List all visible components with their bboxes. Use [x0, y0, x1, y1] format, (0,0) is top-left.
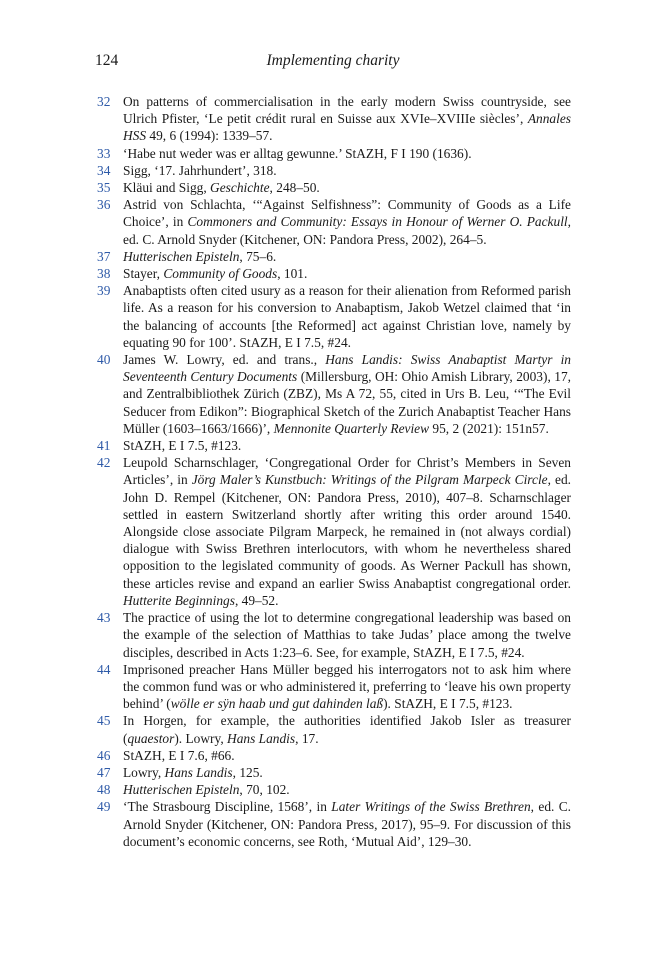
endnote: [95, 162, 571, 179]
endnote: [95, 351, 571, 437]
endnote-number[interactable]: 40: [97, 352, 111, 368]
endnote-number[interactable]: 43: [97, 610, 111, 626]
page-number: 124: [95, 52, 119, 69]
endnote: [95, 661, 571, 713]
endnote-text: Leupold Scharnschlager, ‘Congregational Order for Christ’s Members in Seven Articles’, in Jörg Maler’s Kunstbuch: Writings of the Pilgram Marpeck Circle, ed. John D. Rempel (Kitchener, ON: Pandora Press, 2010), 407–8. Scharnschlager settled in eastern Switzerland shortly after writing this order around 1540. Alongside close associate Pilgram Marpeck, he remained in (not always cordial) dialogue with Swiss Brethren interlocutors, with whom he nevertheless shared opposition to the legislated community of goods. As Werner Packull has shown, these articles revise and expand an earlier Swiss Anabaptist congregational order. Hutterite Beginnings, 49–52.: [123, 455, 572, 608]
endnote: [95, 747, 571, 764]
endnote-text: ‘Habe nut weder was er alltag gewunne.’ StAZH, F I 190 (1636).: [123, 145, 472, 161]
endnote-text: Hutterischen Episteln, 70, 102.: [123, 782, 290, 798]
endnote: [95, 179, 571, 196]
endnote-text: James W. Lowry, ed. and trans., Hans Landis: Swiss Anabaptist Martyr in Seventeenth Century Documents (Millersburg, OH: Ohio Amish Library, 2003), 17, and Zentralbibliothek Zürich (ZBZ), Ms A 72, 55, cited in Urs B. Leu, ‘“The Evil Seducer from Edikon”: Biographical Sketch of the Zurich Anabaptist Teacher Hans Müller (1603–1663/1666)’, Mennonite Quarterly Review 95, 2 (2021): 151n57.: [123, 352, 571, 436]
page-header: [95, 52, 571, 74]
endnote-number[interactable]: 48: [97, 782, 111, 798]
endnote-number[interactable]: 42: [97, 455, 111, 471]
endnote-number[interactable]: 32: [97, 94, 111, 109]
endnote-text: On patterns of commercialisation in the early modern Swiss countryside, see Ulrich Pfister, ‘Le petit crédit rural en Suisse aux XVIe–XVIIIe siècles’, Annales HSS 49, 6 (1994): 1339–57.: [123, 94, 571, 144]
endnote: [95, 454, 571, 609]
endnote-number[interactable]: 45: [97, 713, 111, 729]
endnote-text: StAZH, E I 7.5, #123.: [123, 438, 242, 454]
endnote: [95, 764, 571, 781]
endnote-text: Lowry, Hans Landis, 125.: [123, 764, 263, 780]
endnote-text: StAZH, E I 7.6, #66.: [123, 747, 235, 763]
endnote: [95, 437, 571, 454]
endnote-text: Anabaptists often cited usury as a reason for their alienation from Reformed parish life. As a reason for his conversion to Anabaptism, Jakob Wetzel claimed that ‘in the balancing of accounts [the Reformed] act against Christian love, namely by equating 90 for 100’. StAZH, E I 7.5, #24.: [123, 283, 571, 350]
endnote-number[interactable]: 49: [97, 799, 111, 815]
endnote: [95, 609, 571, 661]
endnote-number[interactable]: 39: [97, 283, 111, 299]
endnote-number[interactable]: 35: [97, 180, 111, 196]
endnote: [95, 798, 571, 850]
endnote-number[interactable]: 47: [97, 764, 111, 780]
endnote-number[interactable]: 46: [97, 747, 111, 763]
endnote-text: Stayer, Community of Goods, 101.: [123, 266, 308, 282]
endnote-text: Sigg, ‘17. Jahrhundert’, 318.: [123, 162, 277, 178]
endnote-number[interactable]: 44: [97, 661, 111, 677]
endnote-text: Kläui and Sigg, Geschichte, 248–50.: [123, 180, 320, 196]
endnote-number[interactable]: 36: [97, 197, 111, 213]
endnote-text: In Horgen, for example, the authorities identified Jakob Isler as treasurer (quaestor). Lowry, Hans Landis, 17.: [123, 713, 571, 746]
running-title: Implementing charity: [266, 52, 400, 69]
endnote: [95, 265, 571, 282]
endnote: [95, 712, 571, 746]
endnote: [95, 282, 571, 351]
endnotes-list: [95, 93, 571, 850]
endnote: [95, 93, 571, 145]
endnote-number[interactable]: 41: [97, 438, 111, 454]
endnote-number[interactable]: 33: [97, 145, 111, 161]
endnote: [95, 196, 571, 248]
endnote-text: Astrid von Schlachta, ‘“Against Selfishness”: Community of Goods as a Life Choice’, in Commoners and Community: Essays in Honour of Werner O. Packull, ed. C. Arnold Snyder (Kitchener, ON: Pandora Press, 2002), 264–5.: [123, 197, 571, 247]
endnote-text: ‘The Strasbourg Discipline, 1568’, in Later Writings of the Swiss Brethren, ed. C. Arnold Snyder (Kitchener, ON: Pandora Press, 2017), 95–9. For discussion of this document’s economic concerns, see Roth, ‘Mutual Aid’, 129–30.: [123, 799, 572, 849]
endnote-text: Imprisoned preacher Hans Müller begged his interrogators not to ask him where the common fund was or who administered it, preferring to ‘leave his own property behind’ (wölle er sÿn haab und gut dahinden laß). StAZH, E I 7.5, #123.: [123, 661, 571, 712]
endnote: [95, 145, 571, 162]
endnote-number[interactable]: 37: [97, 248, 111, 264]
endnote-text: Hutterischen Episteln, 75–6.: [123, 248, 277, 264]
endnote: [95, 781, 571, 798]
endnote-number[interactable]: 34: [97, 162, 111, 178]
endnote-number[interactable]: 38: [97, 266, 111, 282]
endnote-text: The practice of using the lot to determine congregational leadership was based on the example of the selection of Matthias to take Judas’ place among the twelve disciples, described in Acts 1:23–6. See, for example, StAZH, E I 7.5, #24.: [123, 610, 571, 660]
endnote: [95, 248, 571, 265]
